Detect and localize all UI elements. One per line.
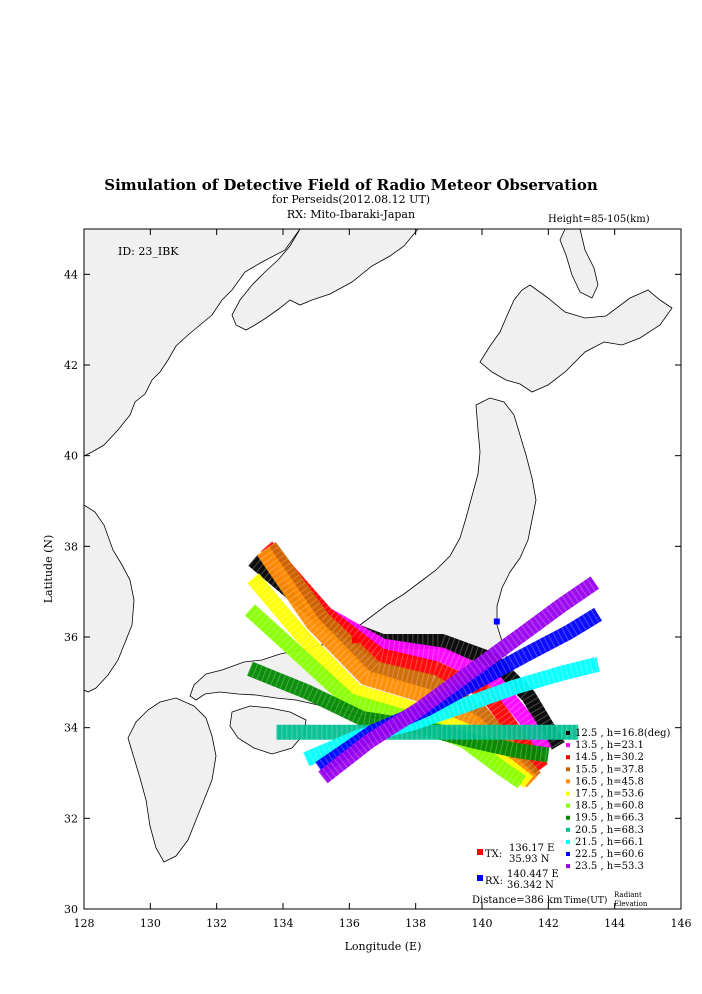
x-tick-label: 144 [604,917,626,930]
tx-lon-text: 136.17 E [509,843,555,854]
y-tick-label: 42 [64,359,78,372]
legend-marker-0 [566,731,570,735]
y-tick-label: 34 [64,721,78,735]
x-tick-label: 138 [405,917,427,930]
rx-legend-marker [477,875,483,881]
legend-label-6: 18.5 , h=60.8 [575,800,644,812]
rx-lon-text: 140.447 E [507,869,559,880]
rx-station-marker [494,618,500,624]
height-note: Height=85-105(km) [548,214,650,225]
legend-label-0: 12.5 , h=16.8(deg) [575,728,671,739]
chart-subtitle-receiver: RX: Mito-Ibaraki-Japan [286,208,416,221]
y-tick-label: 32 [64,812,78,826]
elevation-label: Elevation [614,900,648,908]
x-tick-label: 140 [471,917,493,930]
legend-label-8: 20.5 , h=68.3 [575,824,644,836]
rx-lat-text: 36.342 N [507,880,554,891]
y-tick-label: 44 [64,268,78,282]
y-tick-label: 38 [64,540,78,554]
legend-label-3: 15.5 , h=37.8 [575,764,644,776]
x-tick-label: 128 [73,917,95,930]
legend-label-7: 19.5 , h=66.3 [575,812,644,824]
legend-marker-10 [566,852,570,856]
id-label: ID: 23_IBK [118,245,179,258]
x-tick-label: 146 [670,917,692,930]
legend-label-5: 17.5 , h=53.6 [575,788,644,800]
chart-title: Simulation of Detective Field of Radio Meteor Observation [104,176,598,194]
legend-marker-6 [566,804,570,808]
x-tick-label: 142 [537,917,559,930]
legend-label-9: 21.5 , h=66.1 [575,836,644,848]
rx-label: RX: [485,876,504,887]
legend-marker-9 [566,840,570,844]
legend-marker-11 [566,864,570,868]
x-tick-label: 130 [139,917,161,930]
legend-marker-1 [566,743,570,747]
legend-marker-8 [566,828,570,832]
legend-label-1: 13.5 , h=23.1 [575,740,644,752]
radiant-label: Radiant [614,891,642,899]
tx-legend-marker [477,849,483,855]
distance-text: Distance=386 km [472,895,563,906]
legend-label-2: 14.5 , h=30.2 [575,752,644,764]
legend-label-10: 22.5 , h=60.6 [575,849,644,860]
legend-marker-4 [566,779,570,783]
y-tick-label: 40 [64,449,78,463]
legend-marker-7 [566,816,570,820]
x-axis-title: Longitude (E) [344,940,422,953]
legend-label-11: 23.5 , h=53.3 [575,861,644,873]
legend-marker-5 [566,792,570,796]
x-tick-label: 132 [206,917,228,930]
legend-marker-3 [566,767,570,771]
y-axis-title: Latitude (N) [42,534,55,604]
chart-subtitle-event: for Perseids(2012.08.12 UT) [271,193,431,206]
tx-lat-text: 35.93 N [509,854,550,865]
y-tick-label: 30 [64,903,78,916]
legend-label-4: 16.5 , h=45.8 [575,776,644,788]
tx-label: TX: [485,849,503,860]
tx-station-marker [352,637,358,643]
x-tick-label: 134 [272,917,294,930]
y-tick-label: 36 [64,631,78,644]
legend-marker-2 [566,755,570,759]
time-label: Time(UT) [564,896,608,906]
x-tick-label: 136 [338,917,360,930]
